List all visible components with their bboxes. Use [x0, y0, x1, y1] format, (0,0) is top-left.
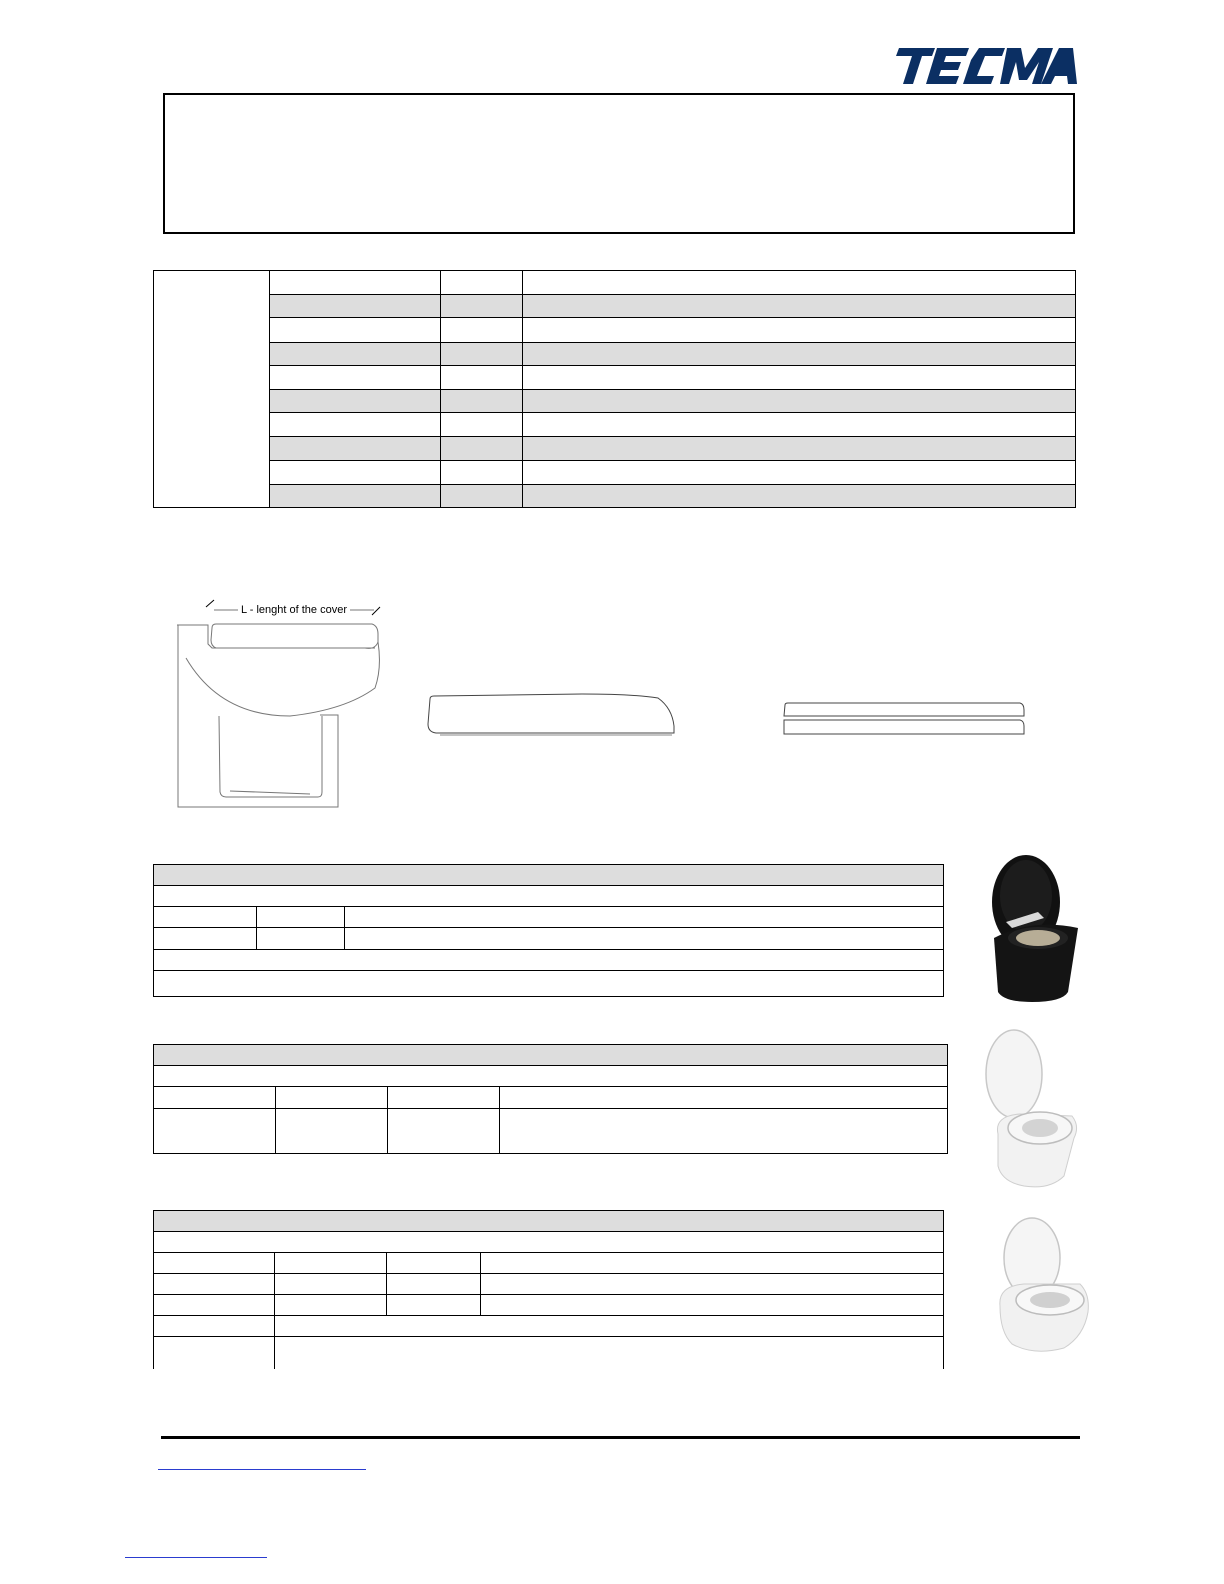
table-header-row: [154, 1211, 944, 1232]
spec-label-cell: [154, 271, 270, 508]
footer-link-underline[interactable]: [158, 1469, 366, 1470]
title-box: [163, 93, 1075, 234]
table-row: [154, 295, 1076, 318]
white-round-toilet-icon: [980, 1026, 1080, 1194]
white-compact-toilet-icon: [994, 1214, 1092, 1360]
tecma-logo: [893, 46, 1079, 86]
table-row: [154, 1337, 944, 1369]
cover-length-label: L - lenght of the cover: [241, 604, 347, 616]
table-row: [154, 413, 1076, 437]
table-row: [154, 484, 1076, 507]
black-toilet-icon: [982, 852, 1082, 1008]
table-row: [154, 949, 944, 970]
table-row: [154, 271, 1076, 295]
table-row: [154, 886, 944, 907]
table-header-row: [154, 1045, 948, 1066]
table-row: [154, 928, 944, 949]
table-row: [154, 460, 1076, 484]
table-row: [154, 907, 944, 928]
table-row: [154, 970, 944, 996]
footer-rule: [161, 1436, 1080, 1439]
table-row: [154, 389, 1076, 412]
table-row: [154, 1066, 948, 1087]
table-row: [154, 342, 1076, 365]
model-table-2: [153, 1044, 948, 1154]
table-row: [154, 1295, 944, 1316]
table-row: [154, 1087, 948, 1108]
model-table-3: [153, 1210, 944, 1369]
table-row: [154, 1316, 944, 1337]
table-row: [154, 437, 1076, 460]
table-row: [154, 365, 1076, 389]
toilet-side-drawing: [170, 598, 390, 810]
cover-top-drawing: [780, 700, 1028, 738]
table-row: [154, 1108, 948, 1153]
table-row: [154, 318, 1076, 342]
table-row: [154, 1274, 944, 1295]
model-table-1: [153, 864, 944, 997]
table-row: [154, 1232, 944, 1253]
spec-table: [153, 270, 1076, 508]
table-header-row: [154, 865, 944, 886]
cover-profile-drawing: [422, 692, 678, 738]
footer-link-underline[interactable]: [125, 1557, 267, 1558]
table-row: [154, 1253, 944, 1274]
